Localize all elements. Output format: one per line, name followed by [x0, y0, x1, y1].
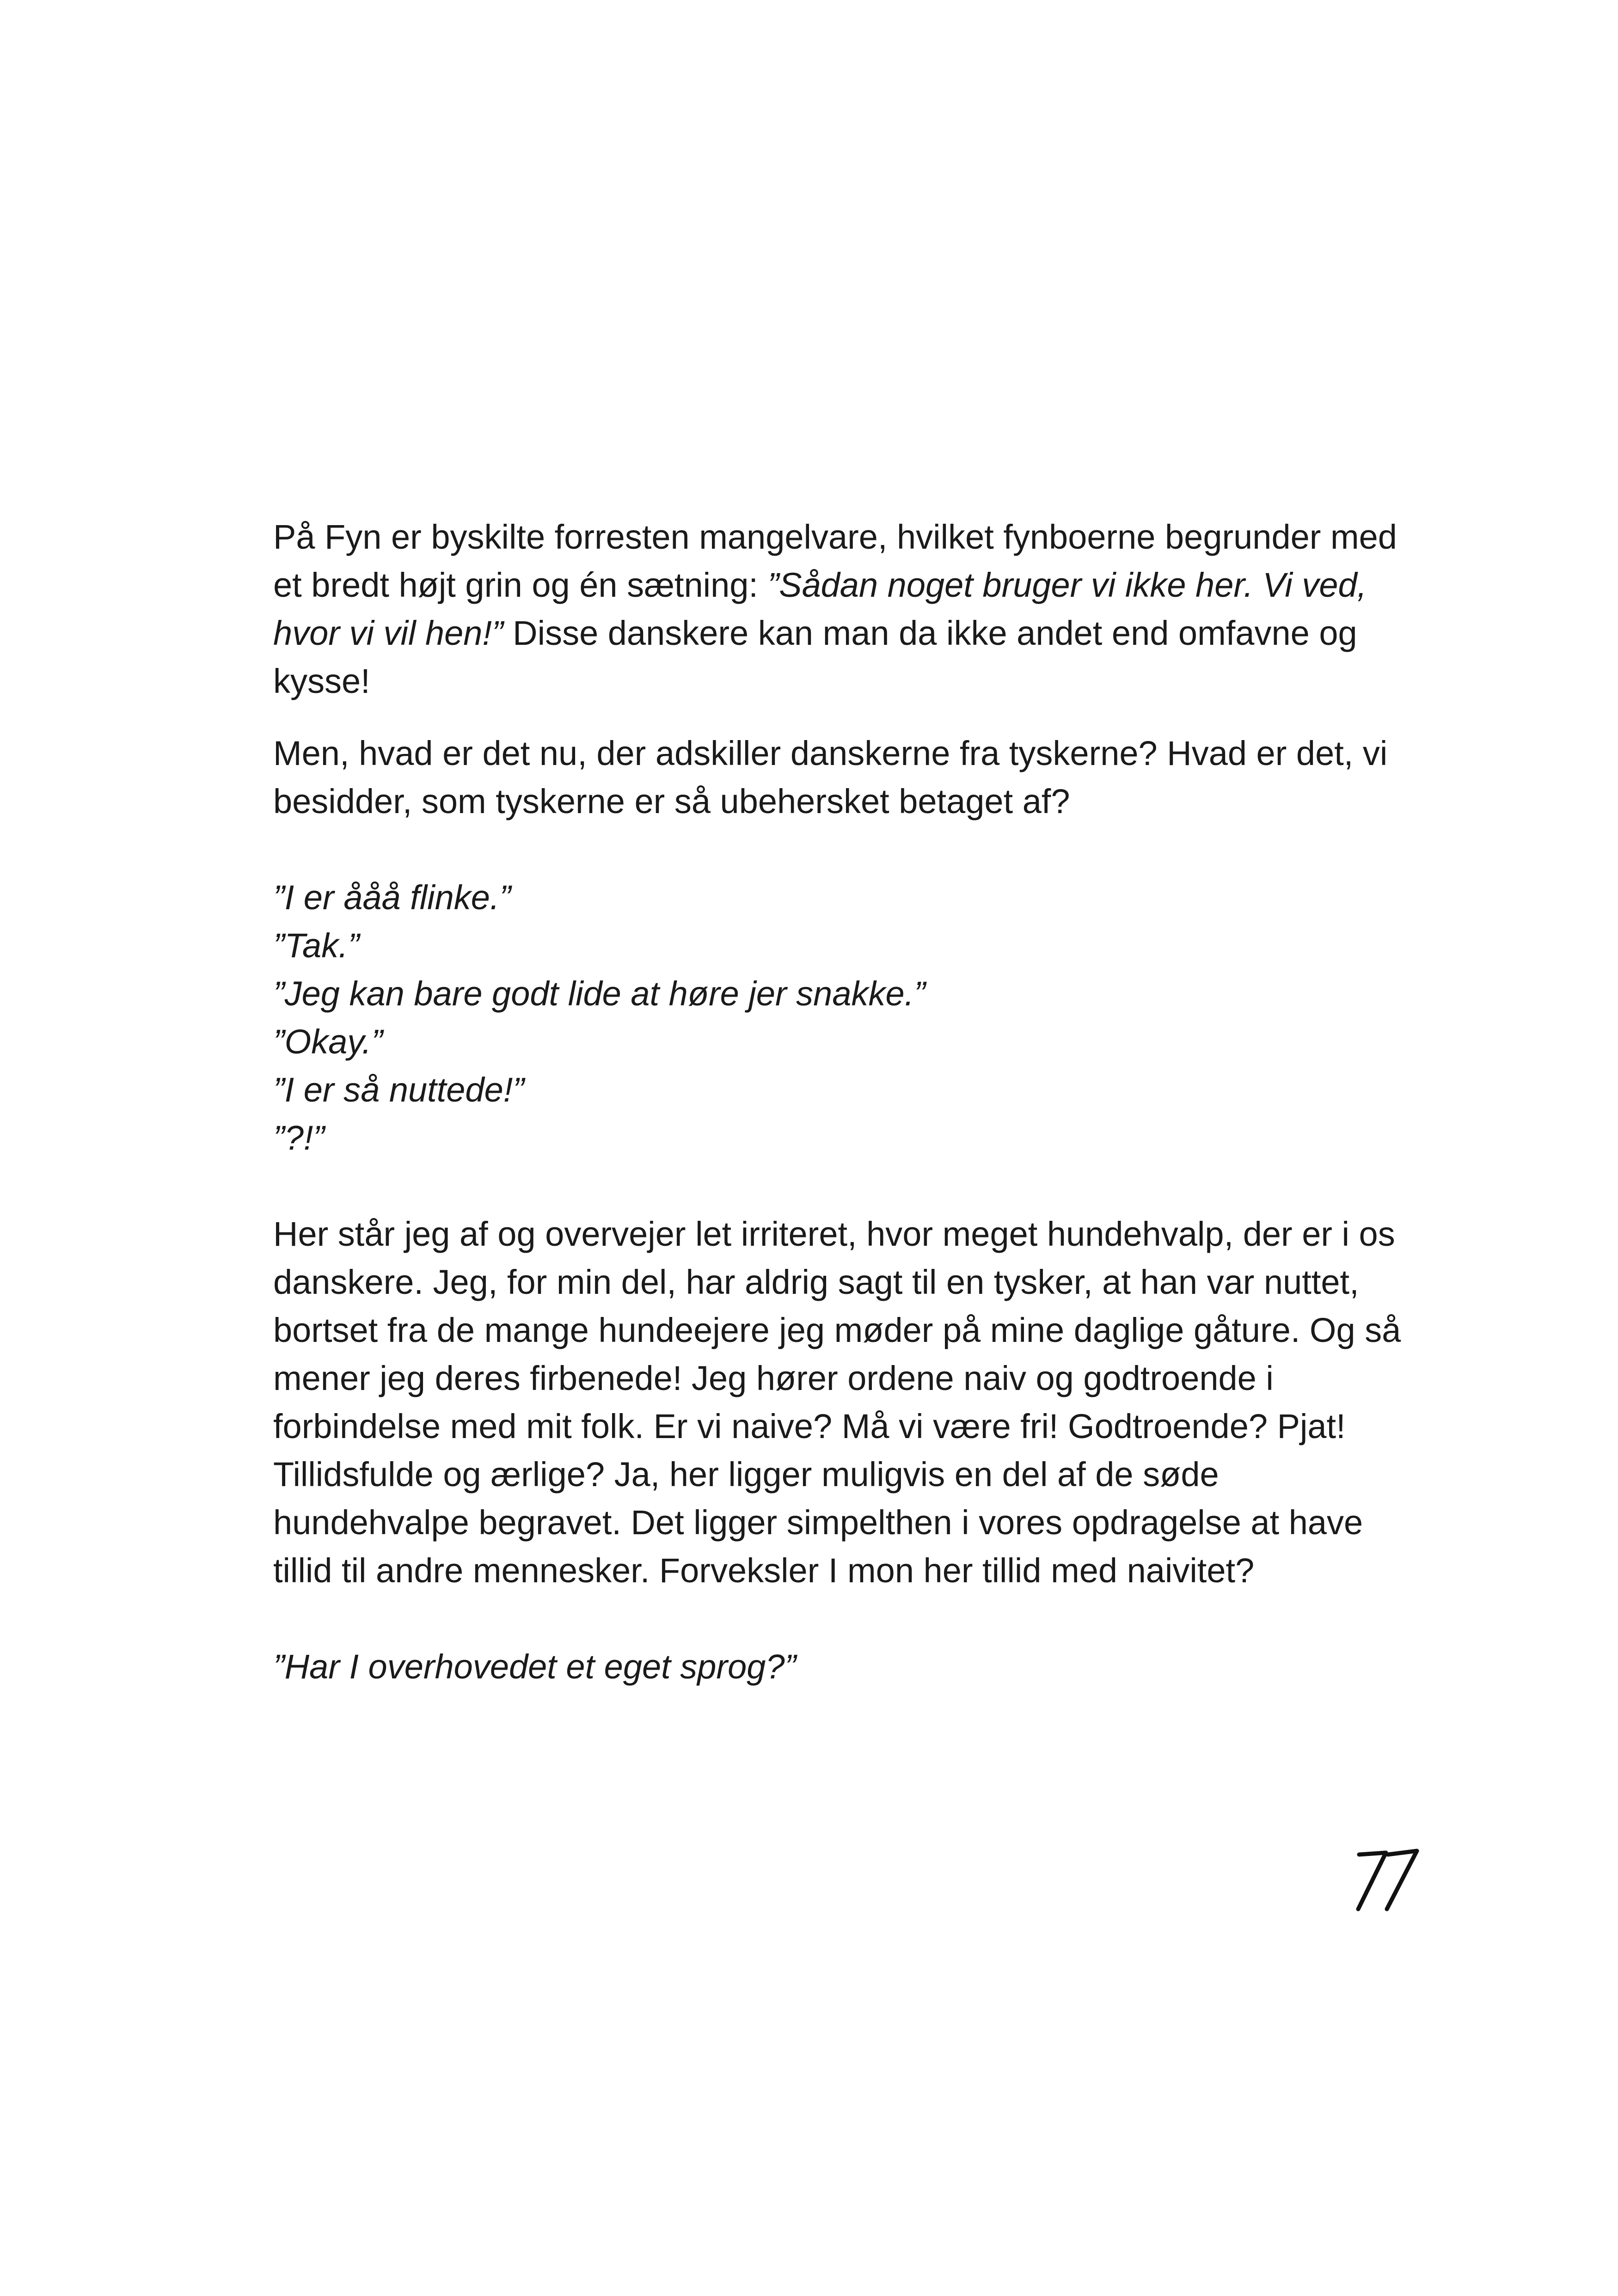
page-number	[1341, 1844, 1433, 1914]
paragraph-1-quote: ”Sådan noget bruger vi ikke her. Vi ved, hvor vi vil hen!”	[273, 566, 1367, 652]
dialogue-block	[273, 874, 1424, 1162]
page-body	[273, 513, 1424, 1691]
dialogue-line: ”Tak.”	[273, 926, 360, 965]
paragraph-1	[273, 513, 1424, 705]
dialogue-line: ”?!”	[273, 1119, 325, 1157]
paragraph-1-text-end: Disse danskere kan man da ikke andet end omfavne og kysse!	[273, 614, 1357, 700]
paragraph-3: Her står jeg af og overvejer let irriteret, hvor meget hundehvalp, der er i os danskere. Jeg, for min del, har aldrig sagt til en tysker, at han var nuttet, bortset fra de mange hundeejere jeg møder på mine daglige gåture. Og så mener jeg deres firbenede! Jeg hører ordene naiv og godtroende i forbindelse med mit folk. Er vi naive? Må vi være fri! Godtroende? Pjat! Tillidsfulde og ærlige? Ja, her ligger muligvis en del af de søde hundehvalpe begravet. Det ligger simpelthen i vores opdragelse at have tillid til andre mennesker. Forveksler I mon her tillid med naivitet?	[273, 1215, 1401, 1590]
paragraph-2: Men, hvad er det nu, der adskiller danskerne fra tyskerne? Hvad er det, vi besidder, som tyskerne er så ubehersket betaget af?	[273, 734, 1388, 820]
page-number-handwritten-icon	[1341, 1844, 1433, 1914]
paragraph-1-text: På Fyn er byskilte forresten mangelvare, hvilket fynboerne begrunder med et bredt højt grin og én sætning:	[273, 518, 1397, 604]
dialogue-line: ”I er så nuttede!”	[273, 1071, 524, 1109]
closing-quote: ”Har I overhovedet et eget sprog?”	[273, 1647, 797, 1686]
dialogue-line: ”Okay.”	[273, 1022, 383, 1061]
dialogue-line: ”I er ååå flinke.”	[273, 878, 511, 917]
dialogue-line: ”Jeg kan bare godt lide at høre jer snakke.”	[273, 974, 925, 1013]
